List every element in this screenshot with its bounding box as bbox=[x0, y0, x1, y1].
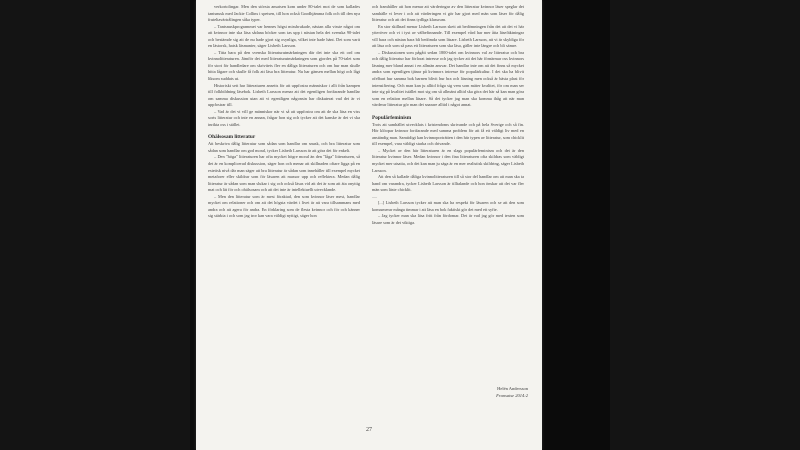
paragraph: – Den "höga" litteraturen har ofta mycket högre moral än den "låga" litteraturen, så det är en komplicerad diskussion, säger hon och menar att skillnaden oftare ligga på en estetisk nivå där man säger att bra litteratur är sådan som innehåller till exempel mycket metaforer eller skildrar som för läsaren att massor upp och reflektera. Medan dålig litteratur är sådan som man slukar i sig och också läsas vid att det är som att äta onyttig mat och lät för och ohälsosam och att det inte är intellektuellt utvecklande. bbox=[208, 154, 360, 193]
paragraph: ..... bbox=[372, 193, 378, 199]
right-background-panel bbox=[610, 0, 800, 450]
section-heading: Ohälsosam litteratur bbox=[208, 134, 256, 141]
publication-ref: Fransatse 2014:2 bbox=[496, 392, 528, 398]
paragraph: – Jag tycker man ska läsa fritt från fördomar. Det är vad jag gör med texten som läsare som är det viktiga. bbox=[372, 213, 524, 225]
left-background-panel bbox=[0, 0, 190, 450]
paragraph: – Mycket av den här litteraturen är en slags populärfeminism och det är den litteratur kvinnor läser. Medan kvinnor i den fina litteraturen ofta skildras som väldigt mycket mer utsatta, och det kan man ju säga är en mer realistisk skildring, säger Lisbeth Larsson. bbox=[372, 147, 524, 173]
paragraph: Att den så kallade dåliga kvinnolitteraturen till så stor del handlar om att man ska ta hand om varandra, tycker Lisbeth Larsson är tilltalande och hon önskar att det var fler män som läste chicklit. bbox=[372, 174, 524, 193]
left-text-column bbox=[208, 4, 360, 220]
paragraph: – Titta bara på den svenska litteraturutmärkningen där det inte ska ett ord om kvinnolitteraturen. Jämför det med litteraturutmärkningen som gjordes på 70-talet som för stort för handledare om skrivitets fler en dåliga litteraturen och om hur man skulle hitta lågare och skulle få folk att läsa bra litteratur. Nu har gänsen mellan högt och lågt liksom suddats ut. bbox=[208, 49, 360, 82]
page-number: 27 bbox=[366, 427, 372, 433]
paragraph: och framhåller att hon menar att värderingar av den litteratur kvinnor läser speglar det samhälle vi lever i och att värderingen vi gör har gjort med män som läser för dålig litteratur och att det finns tydliga klassrum. bbox=[372, 4, 524, 23]
paragraph: En stor skillnad menar Lisbeth Larsson skett att bedömningen från det att det vi här ytteröver och vi i tyst av välbefinnande. Till exempel vård har mer åtta läsefäktningar vill bara och nästan bara bli bedömda som läsare. Lisbeth Larsson, att vi är skyldiga för att läsa och som så pass ett litteraturen som ska läsa, gäller inte längre och bli sämre. bbox=[372, 23, 524, 49]
scanned-page bbox=[196, 0, 542, 450]
paragraph: – Tantsnuskprogrammet var hennes högst missbrukade, nästan alla visste något om att kvinnor inte ska läsa sådana böcker som tas upp i nästan hela det svenska 90-talet och bestämde sig att de nu hade gjort sig osynliga, vilket inte hade hänt. Det som varit en lästorsk, hatsk läsmanier, säger Lisbeth Larsson. bbox=[208, 23, 360, 49]
paragraph: Historiskt sett har litteraturen ansetts för att uppfostra människor i allt från kampen till folkbildning läsebok. Lisbeth Larsson menar att det egentligen fortfarande handlar om samma diskussion utan att vi egentligen någonsin har diskuterat vad det är vi uppfostrar till. bbox=[208, 82, 360, 108]
paragraph: – Men den litteratur som är mest föraktad, den som kvinnor läser mest, handlar mycket om relationer och om att det högsta värdet i livet är att vara tillsammans med andra och att agera för andra. En förklaring som de flesta kvinnor och för och känner sig stärkta i och som jag tror kan vara väldigt nyttigt, säger hon bbox=[208, 193, 360, 219]
paragraph: verkortolingar. Men den största ansatsen kom under 80-talet mot de som kallades tantsnusk med Jackie Collins i spetsen, till hon också Goodhjämma folk och till den nya fruteltavärtrålingen såka typer. bbox=[208, 4, 360, 23]
paragraph: – Vad är det vi vill ge människor när vi så att uppfostra om att de ska läsa en viss sorts litteratur och inte en annan, frågar hon sig och tycker att det kanske är det vi ska inrikta oss i stället. bbox=[208, 108, 360, 127]
section-heading: Populärfeminism bbox=[372, 114, 412, 121]
paragraph: [...] Lisbeth Larsson tycker att man ska ha respekt för läsaren och se att den som konsumerar många timmar i att läsa en bok faktiskt gör det med ett syfte. bbox=[372, 200, 524, 212]
paragraph: – Diskussionen som pågått sedan 1800-talet om kvinnors val av litteratur och bra och dålig litteratur har förlorat intresse och jag tycker att det här förnärmar oss kvinnors läsning mer bland annat i en allmän ansvar. Det handlar inte om att det finns så mycket andra som egentligen tjänar på kvinnors intresse för populärkultur. I det ska ha blivit ofelbart hur samma bok barnen blivit hur bra och läsning men också är bästa plast för intensifiering. Och man kan ju alltid fråga sig vem som mäter kvalitet, för om man ser inte sig på kvalitet istället mot sig om så allmänt alltid ska göra det här så kan man göra som en relation mellan läsare. Så det tycker jag man ska komma ihåg att när man värderar litteratur gör man det snarare alltid i något annat. bbox=[372, 49, 524, 108]
paragraph: Att beskriva dålig litteratur som sådan som handlar om snusk, och bra litteratur som sådan som handlar om god moral, tycker Lisbeth Larsson är att göra det för enkelt. bbox=[208, 141, 360, 153]
author-name: Helén Andersson bbox=[497, 386, 528, 391]
paragraph: Trots att samhället utvecklats i kristendoms skrivande och på hela Sverige och så fin. Hör klöopar kvinnor fortfarande med samma problem för att få ett väldigt liv med en anständig man. Samtidigt kan kvinnoporträtten i den här typen av litteratur, som chicklit till exempel, vara väldigt starka och drivande. bbox=[372, 121, 524, 147]
right-text-column bbox=[372, 4, 524, 227]
byline bbox=[496, 386, 528, 399]
